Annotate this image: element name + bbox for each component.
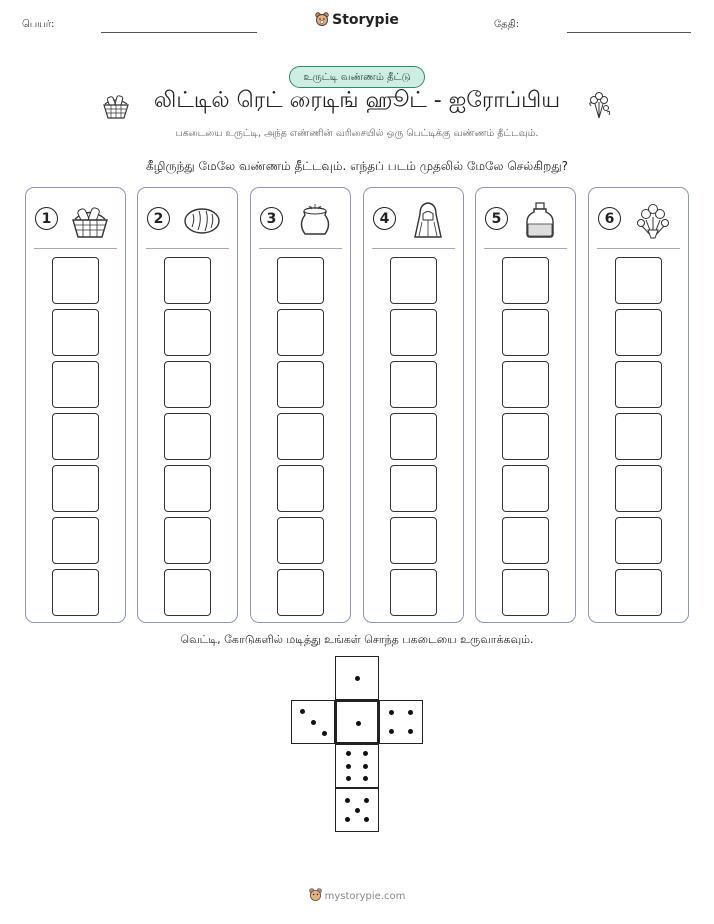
cut-instruction: வெட்டி, கோடுகளில் மடித்து உங்கள் சொந்த பகடையை உருவாக்கவும். <box>180 633 534 646</box>
die-pip <box>346 764 351 769</box>
dice-column-4 <box>363 187 464 623</box>
color-box[interactable] <box>615 361 662 408</box>
footer-url[interactable]: mystorypie.com <box>324 891 406 902</box>
bear-icon <box>309 888 322 905</box>
column-number: 3 <box>260 207 283 230</box>
activity-badge: உருட்டி வண்ணம் தீட்டு <box>289 66 425 88</box>
color-box[interactable] <box>52 465 99 512</box>
color-box[interactable] <box>502 569 549 616</box>
color-box[interactable] <box>615 257 662 304</box>
color-box[interactable] <box>615 465 662 512</box>
color-box[interactable] <box>502 413 549 460</box>
color-box[interactable] <box>615 413 662 460</box>
color-box[interactable] <box>277 517 324 564</box>
die-pip <box>364 798 369 803</box>
color-box[interactable] <box>52 569 99 616</box>
die-pip <box>364 817 369 822</box>
color-box[interactable] <box>390 361 437 408</box>
color-box[interactable] <box>390 569 437 616</box>
column-number: 5 <box>485 207 508 230</box>
die-pip <box>389 729 394 734</box>
die-pip <box>356 721 361 726</box>
color-box[interactable] <box>164 413 211 460</box>
die-face-1 <box>335 700 379 744</box>
die-face-4 <box>379 700 423 744</box>
color-box[interactable] <box>277 413 324 460</box>
dice-column-3 <box>250 187 351 623</box>
dice-column-2 <box>137 187 238 623</box>
color-box[interactable] <box>52 309 99 356</box>
bear-icon <box>315 12 329 31</box>
color-box[interactable] <box>390 517 437 564</box>
color-box[interactable] <box>277 309 324 356</box>
color-box[interactable] <box>502 309 549 356</box>
color-box[interactable] <box>164 257 211 304</box>
brand-name: Storypie <box>332 12 399 28</box>
column-divider <box>146 248 229 249</box>
question-text: கீழிருந்து மேலே வண்ணம் தீட்டவும். எந்தப் படம் முதலில் மேலே செல்கிறது? <box>145 159 569 173</box>
die-pip <box>346 776 351 781</box>
die-pip <box>363 751 368 756</box>
page-title: லிட்டில் ரெட் ரைடிங் ஹூட் - ஐரோப்பிய <box>153 88 561 113</box>
color-box[interactable] <box>277 361 324 408</box>
color-box[interactable] <box>277 465 324 512</box>
die-pip <box>300 709 305 714</box>
column-number: 1 <box>35 207 58 230</box>
date-line[interactable] <box>567 32 691 33</box>
color-box[interactable] <box>390 465 437 512</box>
color-box[interactable] <box>277 257 324 304</box>
die-pip <box>346 751 351 756</box>
die-face-3 <box>291 700 335 744</box>
die-face-5 <box>335 788 379 832</box>
die-pip <box>355 808 360 813</box>
date-label: தேதி: <box>494 19 520 30</box>
column-divider <box>34 248 117 249</box>
color-box[interactable] <box>52 257 99 304</box>
flower-bouquet-icon <box>633 200 673 240</box>
column-divider <box>597 248 680 249</box>
color-box[interactable] <box>615 569 662 616</box>
color-box[interactable] <box>502 361 549 408</box>
die-pip <box>389 710 394 715</box>
die-pip <box>408 710 413 715</box>
page-subtitle: பகடையை உருட்டி, அந்த எண்ணின் வரிசையில் ஒரு பெட்டிக்கு வண்ணம் தீட்டவும். <box>175 128 539 139</box>
column-number: 4 <box>373 207 396 230</box>
brand-logo <box>0 12 714 31</box>
column-divider <box>484 248 567 249</box>
color-box[interactable] <box>164 517 211 564</box>
bread-basket-icon <box>70 200 110 240</box>
color-box[interactable] <box>390 257 437 304</box>
color-box[interactable] <box>615 309 662 356</box>
die-pip <box>363 764 368 769</box>
potion-bottle-icon <box>520 200 560 240</box>
column-number: 2 <box>147 207 170 230</box>
red-cloak-icon <box>408 200 448 240</box>
die-pip <box>311 720 316 725</box>
honey-pot-icon <box>295 200 335 240</box>
name-line[interactable] <box>101 32 257 33</box>
die-face-6 <box>335 744 379 788</box>
die-pip <box>345 798 350 803</box>
footer <box>0 888 714 905</box>
color-box[interactable] <box>390 413 437 460</box>
bread-loaf-icon <box>182 200 222 240</box>
color-box[interactable] <box>52 517 99 564</box>
column-divider <box>259 248 342 249</box>
color-box[interactable] <box>502 257 549 304</box>
dice-column-5 <box>475 187 576 623</box>
die-pip <box>408 729 413 734</box>
color-box[interactable] <box>390 309 437 356</box>
color-box[interactable] <box>277 569 324 616</box>
color-box[interactable] <box>52 361 99 408</box>
color-box[interactable] <box>502 465 549 512</box>
color-box[interactable] <box>615 517 662 564</box>
dice-column-1 <box>25 187 126 623</box>
dice-column-6 <box>588 187 689 623</box>
column-divider <box>372 248 455 249</box>
color-box[interactable] <box>164 465 211 512</box>
flower-bouquet-icon <box>585 90 613 124</box>
name-label: பெயர்: <box>22 19 55 30</box>
color-box[interactable] <box>502 517 549 564</box>
color-box[interactable] <box>164 361 211 408</box>
die-pip <box>345 817 350 822</box>
die-face-1 <box>335 656 379 700</box>
die-pip <box>322 731 327 736</box>
color-box[interactable] <box>52 413 99 460</box>
color-box[interactable] <box>164 309 211 356</box>
die-pip <box>355 676 360 681</box>
color-box[interactable] <box>164 569 211 616</box>
die-pip <box>363 776 368 781</box>
column-number: 6 <box>598 207 621 230</box>
